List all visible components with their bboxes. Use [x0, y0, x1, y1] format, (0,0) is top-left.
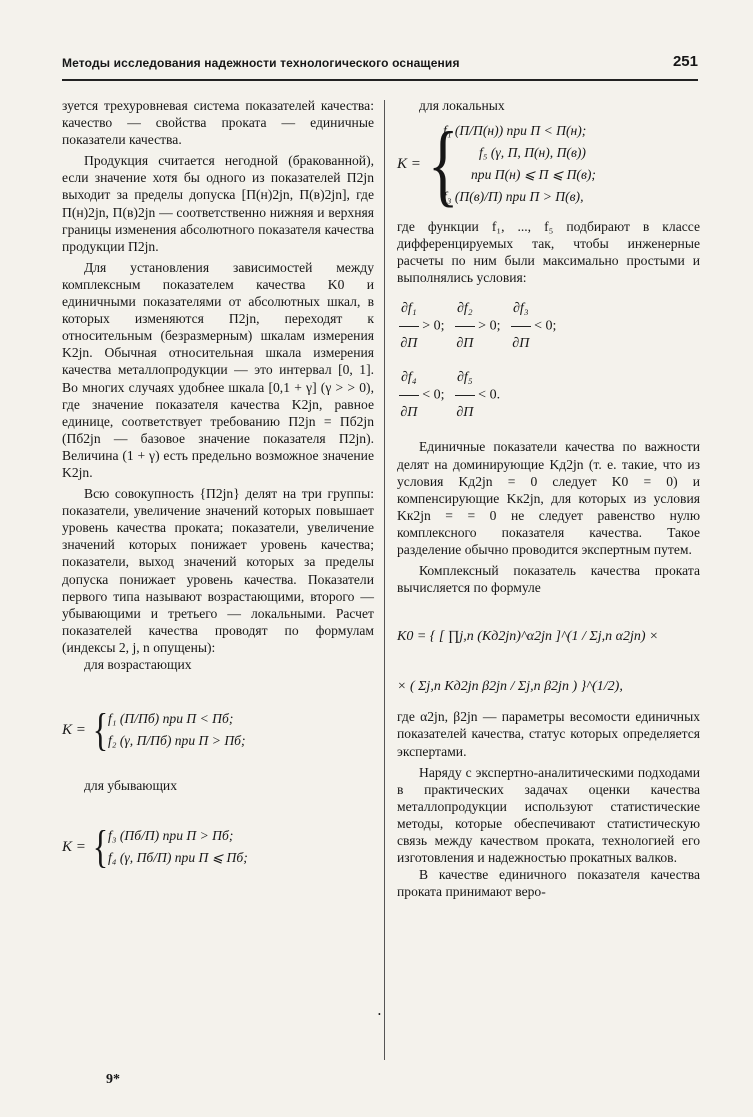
header-rule — [62, 79, 698, 81]
formula-lhs: K = — [397, 155, 421, 172]
relation: < 0. — [478, 388, 501, 404]
formula-label: для локальных — [419, 98, 505, 113]
signature-mark: 9* — [106, 1072, 120, 1087]
formula-case: f₃ (П(в)/П) при П > П(в), — [443, 189, 584, 205]
formula-line: × ( Σj,n Kд2jn β2jn / Σj,n β2jn ) }^(1/2), — [397, 679, 623, 695]
paragraph: Для установления зависимостей между комплексным показателем качества K0 и единичными показателями от абсолютных шкал, в которых изменяются П2jn, переходят к относительным (безразмерным) шкалам измерения K2jn. Обычная относительная шкала измерения качества металлопродукции — это интервал [0, 1]. Во многих случаях удобнее шкала [0,1 + γ] (γ > > 0), где значение показателя качества K2jn, равное единице, соответствует требованию П2jn = Пб2jn (Пб2jn — базовое значение показателя П2jn). Величина (1 + γ) есть предельно возможное значение K2jn. — [62, 259, 374, 480]
paragraph: Всю совокупность {П2jn} делят на три группы: показатели, увеличение значений которых повышает уровень качества проката; показатели, увеличение значений которых понижает уровень качества; показатели, выход значений которых за пределы допуска понижает уровень качества. Показатели первого типа называют возрастающими, второго — убывающими и третьего — локальными. Расчет показателей качества проводят по формулам (индексы 2, j, n опущены): — [62, 486, 374, 655]
fraction-denominator: ∂П — [400, 336, 418, 352]
relation: < 0; — [534, 319, 557, 335]
paragraph: Наряду с экспертно-аналитическими подходами в практических задачах оценки качества металлопродукции используют статистические методы, которые обеспечивают статистическую связь между качеством проката, технологией его изготовления и надежностью прокатных валков. — [397, 764, 700, 866]
right-column — [397, 97, 700, 900]
fraction-denominator: ∂П — [456, 336, 474, 352]
relation: < 0; — [422, 388, 445, 404]
paragraph: Продукция считается негодной (бракованной), если значение хотя бы одного из показателей П2jn выходит за пределы допуска [П(н)2jn, П(в)2jn], где П(н)2jn, П(в)2jn — соответственно нижняя и верхняя границы изменения абсолютного показателя качества продукции П2jn. — [62, 153, 374, 254]
formula-case: f₅ (γ, П, П(н), П(в)) — [479, 145, 586, 161]
formula-lhs: K = — [62, 838, 86, 855]
paragraph: Комплексный показатель качества проката вычисляется по формуле — [397, 563, 700, 596]
fraction-denominator: ∂П — [456, 405, 474, 421]
margin-dot: • — [378, 1010, 381, 1019]
formula-case: f₁ (П/Пб) при П < Пб; — [108, 711, 234, 727]
fraction-numerator: ∂f₃ — [511, 292, 531, 327]
fraction-numerator: ∂f₂ — [455, 292, 475, 327]
column-divider — [384, 100, 385, 1060]
derivative-conditions — [399, 292, 700, 430]
relation: > 0; — [422, 319, 445, 335]
formula-label: для возрастающих — [84, 657, 192, 672]
paragraph: где α2jn, β2jn — параметры весомости единичных показателей качества, статус которых определяется экспертами. — [397, 709, 700, 759]
formula-decreasing — [62, 821, 374, 873]
brace: { — [427, 113, 459, 216]
page-number: 251 — [672, 53, 698, 70]
paragraph: В качестве единичного показателя качества проката принимают веро- — [397, 867, 700, 900]
formula-case: f₃ (Пб/П) при П > Пб; — [108, 828, 234, 844]
formula-lhs: K = — [62, 721, 86, 738]
fraction-numerator: ∂f₁ — [399, 292, 419, 327]
fraction-numerator: ∂f₅ — [455, 361, 475, 396]
header-title: Методы исследования надежности технологического оснащения — [62, 56, 460, 70]
formula-case: f₄ (γ, Пб/П) при П ⩽ Пб; — [108, 850, 248, 866]
formula-case: f₁ (П/П(н)) при П < П(н); — [443, 123, 587, 139]
formula-label: для убывающих — [84, 778, 177, 794]
paragraph: где функции f₁, ..., f₅ подбирают в классе дифференцируемых так, чтобы инженерные расчеты по ним были максимально простыми и выполнялись условия: — [397, 219, 700, 286]
formula-case: f₂ (γ, П/Пб) при П > Пб; — [108, 733, 246, 749]
brace: { — [92, 704, 109, 756]
left-column — [62, 97, 374, 873]
relation: > 0; — [478, 319, 501, 335]
formula-increasing — [62, 704, 374, 756]
brace: { — [92, 821, 109, 873]
fraction-denominator: ∂П — [400, 405, 418, 421]
fraction-numerator: ∂f₄ — [399, 361, 419, 396]
paragraph: Единичные показатели качества по важности делят на доминирующие Kд2jn (т. е. такие, что из условия Kд2jn = 0 следует K0 = 0) и компенсирующие Kк2jn, для которых из условия Kк2jn = = 0 не следует равенство нулю комплексного показателя качества. Такое разделение обычно проводится экспертным путем. — [397, 439, 700, 558]
formula-line: K0 = { [ ∏j,n (Kд2jn)^α2jn ]^(1 / Σj,n α2jn) × — [397, 629, 659, 645]
fraction-denominator: ∂П — [512, 336, 530, 352]
formula-local — [397, 113, 700, 216]
paragraph: зуется трехуровневая система показателей качества: качество — свойства проката — единичные показатели качества. — [62, 98, 374, 148]
formula-case: при П(н) ⩽ П ⩽ П(в); — [471, 167, 596, 183]
complex-quality-formula — [397, 610, 700, 700]
